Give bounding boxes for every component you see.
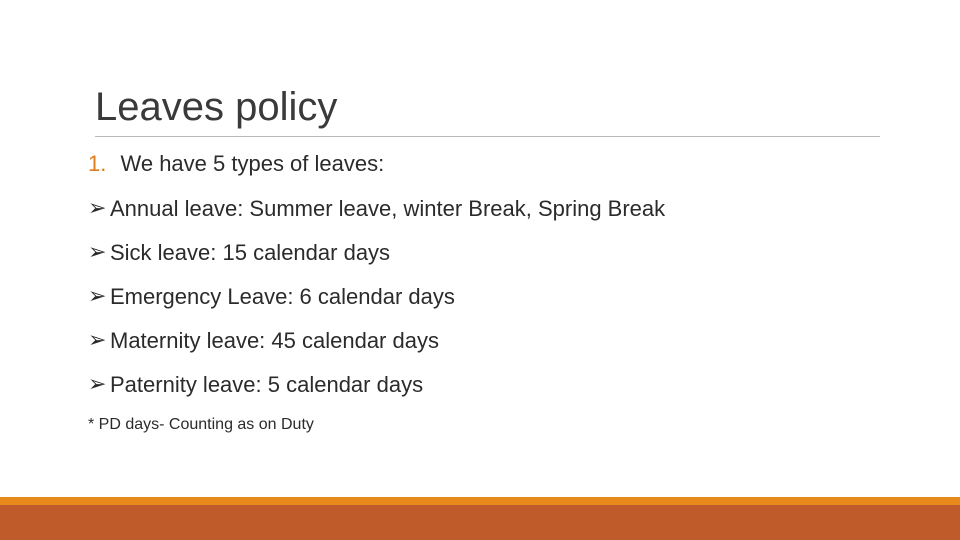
footnote: * PD days- Counting as on Duty — [88, 416, 314, 433]
list-item — [88, 369, 665, 413]
arrow-bullet-icon: ➢ — [88, 372, 107, 397]
list-item-text: Annual leave: Summer leave, winter Break, Spring Break — [110, 196, 666, 221]
slide-title: Leaves policy — [95, 85, 338, 129]
arrow-bullet-icon: ➢ — [88, 284, 107, 309]
list-item-text: Maternity leave: 45 calendar days — [110, 328, 439, 353]
title-underline — [95, 136, 880, 137]
list-item — [88, 281, 665, 325]
numbered-item-text: We have 5 types of leaves: — [120, 151, 385, 176]
list-item-text: Sick leave: 15 calendar days — [110, 240, 391, 265]
footer-accent-stripe — [0, 497, 960, 505]
list-item — [88, 237, 665, 281]
leave-types-list — [88, 193, 665, 413]
footer-band — [0, 505, 960, 540]
arrow-bullet-icon: ➢ — [88, 240, 107, 265]
numbered-item — [88, 148, 384, 180]
list-item-text: Paternity leave: 5 calendar days — [110, 372, 424, 397]
arrow-bullet-icon: ➢ — [88, 196, 107, 221]
list-item — [88, 325, 665, 369]
list-item — [88, 193, 665, 237]
list-item-text: Emergency Leave: 6 calendar days — [110, 284, 455, 309]
list-number: 1. — [88, 151, 107, 176]
arrow-bullet-icon: ➢ — [88, 328, 107, 353]
